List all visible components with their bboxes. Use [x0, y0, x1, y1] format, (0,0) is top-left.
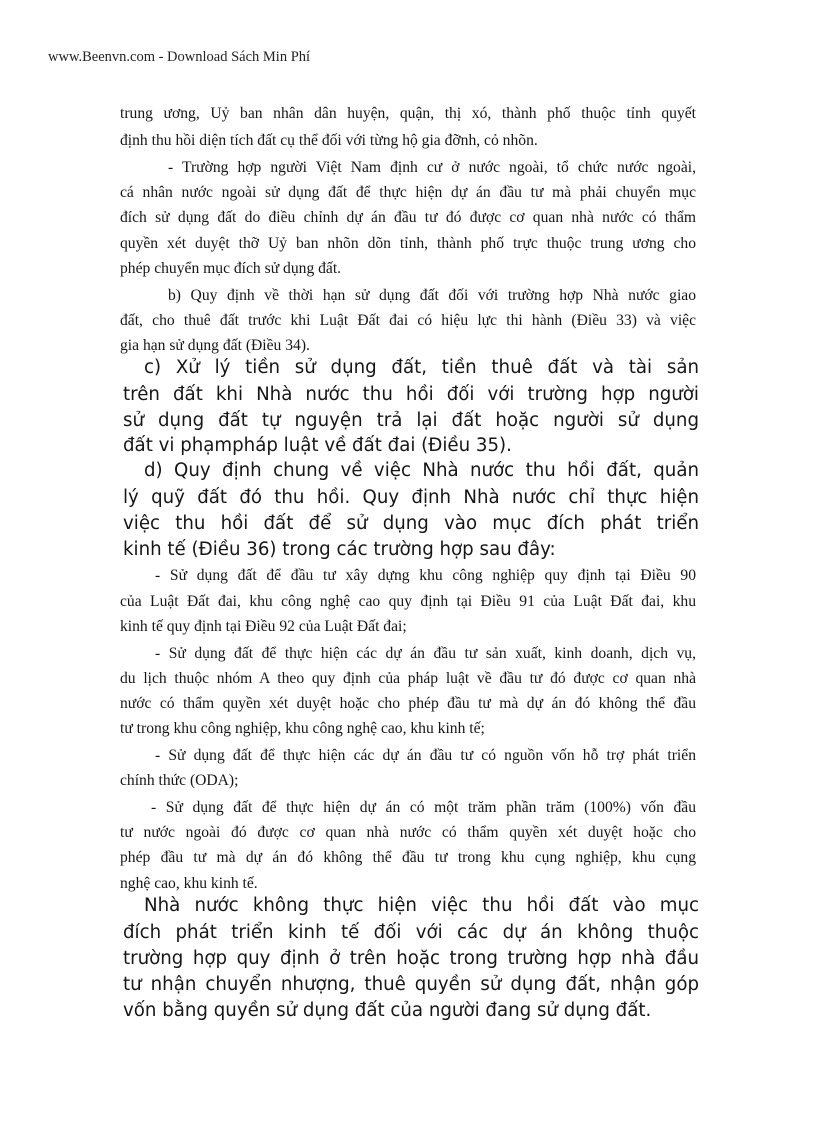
list-item-line: của Luật Đất đai, khu công nghệ cao quy định tại Điều 91 của Luật Đất đai, khu [120, 593, 696, 610]
list-item-line: phép đầu tư mà dự án đó không thể đầu tư trong khu cụng nghiệp, khu cụng [120, 849, 696, 866]
list-item-line: nước có thẩm quyền xét duyệt hoặc cho phép đầu tư mà dự án đó không thể đầu [120, 695, 696, 712]
body-line: đất, cho thuê đất trước khi Luật Đất đai có hiệu lực thi hành (Điều 33) và việc [120, 312, 696, 329]
list-item-line: du lịch thuộc nhóm A theo quy định của pháp luật về đầu tư đó được cơ quan nhà [120, 670, 696, 687]
closing-line: Nhà nước không thực hiện việc thu hồi đất vào mục [144, 895, 699, 916]
list-item-line: - Sử dụng đất để thực hiện các dự án đầu tư sản xuất, kinh doanh, dịch vụ, [155, 645, 696, 662]
heading-line: d) Quy định chung về việc Nhà nước thu hồi đất, quản [144, 460, 699, 481]
heading-line: việc thu hồi đất để sử dụng vào mục đích phát triển [123, 513, 699, 534]
body-line: trung ương, Uỷ ban nhân dân huyện, quận, thị xó, thành phố thuộc tỉnh quyết [120, 105, 696, 122]
body-line: - Trường hợp người Việt Nam định cư ở nước ngoài, tổ chức nước ngoài, [168, 159, 696, 176]
list-item-line: - Sử dụng đất để thực hiện dự án có một trăm phần trăm (100%) vốn đầu [151, 799, 696, 816]
list-item-line: tư nước ngoài đó được cơ quan nhà nước có thẩm quyền xét duyệt hoặc cho [120, 824, 696, 841]
list-item-line: - Sử dụng đất để đầu tư xây dựng khu công nghiệp quy định tại Điều 90 [155, 567, 696, 584]
body-line: định thu hồi diện tích đất cụ thể đối với từng hộ gia đỡnh, cỏ nhõn. [120, 132, 538, 149]
page-header: www.Beenvn.com - Download Sách Min Phí [48, 49, 311, 65]
closing-line: trường hợp quy định ở trên hoặc trong trường hợp nhà đầu [123, 948, 699, 969]
heading-line: lý quỹ đất đó thu hồi. Quy định Nhà nước chỉ thực hiện [123, 487, 699, 508]
list-item-line: tư trong khu công nghiệp, khu công nghệ cao, khu kinh tế; [120, 720, 485, 737]
body-line: gia hạn sử dụng đất (Điều 34). [120, 337, 310, 354]
list-item-line: chính thức (ODA); [120, 772, 239, 789]
list-item-line: nghệ cao, khu kinh tế. [120, 875, 258, 892]
heading-line: kinh tế (Điều 36) trong các trường hợp sau đây: [123, 539, 556, 560]
list-item-line: kinh tế quy định tại Điều 92 của Luật Đất đai; [120, 618, 407, 635]
body-line: b) Quy định về thời hạn sử dụng đất đối với trường hợp Nhà nước giao [168, 287, 696, 304]
heading-line: đất vi phạmpháp luật về đất đai (Điều 35). [123, 435, 512, 456]
heading-line: sử dụng đất tự nguyện trả lại đất hoặc người sử dụng [123, 410, 699, 431]
closing-line: tư nhận chuyển nhượng, thuê quyền sử dụng đất, nhận góp [123, 974, 699, 995]
body-line: cá nhân nước ngoài sử dụng đất để thực hiện dự án đầu tư mà phải chuyển mục [120, 184, 696, 201]
heading-line: trên đất khi Nhà nước thu hồi đối với trường hợp người [123, 384, 699, 405]
heading-line: c) Xử lý tiền sử dụng đất, tiền thuê đất và tài sản [144, 357, 699, 378]
list-item-line: - Sử dụng đất để thực hiện các dự án đầu tư có nguồn vốn hỗ trợ phát triển [155, 747, 696, 764]
body-line: đích sử dụng đất do điều chỉnh dự án đầu tư đó được cơ quan nhà nước có thẩm [120, 209, 696, 226]
body-line: phép chuyển mục đích sử dụng đất. [120, 260, 342, 277]
closing-line: đích phát triển kinh tế đối với các dự án không thuộc [123, 922, 699, 943]
body-line: quyền xét duyệt thỡ Uỷ ban nhõn dõn tỉnh, thành phố trực thuộc trung ương cho [120, 235, 696, 252]
closing-line: vốn bằng quyền sử dụng đất của người đang sử dụng đất. [123, 1000, 652, 1021]
